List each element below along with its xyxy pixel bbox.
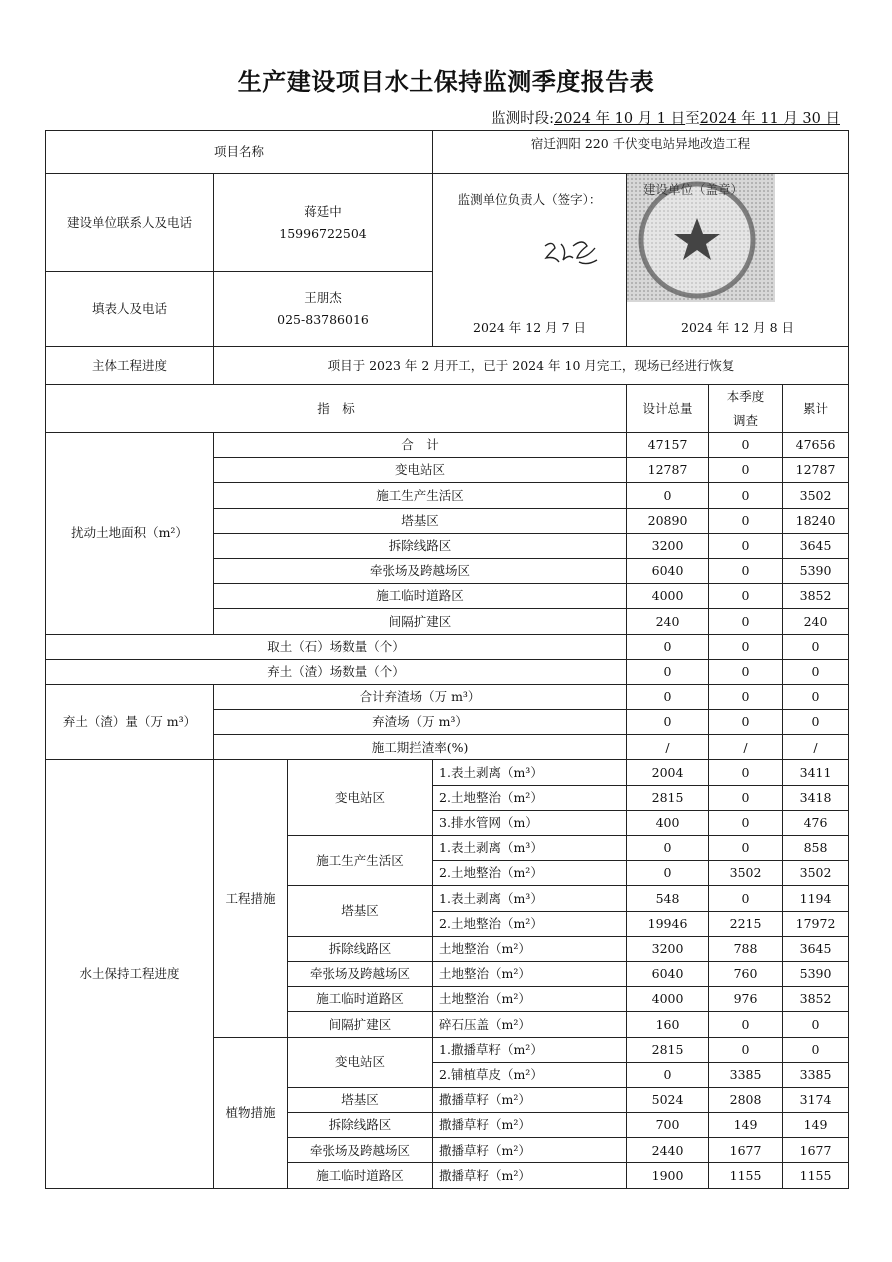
measure-item: 1.表土剥离（m³） — [433, 886, 627, 911]
quarter-value: 0 — [709, 634, 783, 659]
design-value: 0 — [627, 836, 709, 861]
measure-row — [46, 760, 849, 785]
progress-label: 主体工程进度 — [46, 347, 214, 385]
filler-phone: 025-83786016 — [277, 312, 369, 327]
measure-area: 施工生产生活区 — [288, 836, 433, 886]
design-value: 400 — [627, 810, 709, 835]
measure-item: 2.土地整治（m²） — [433, 785, 627, 810]
design-value: 12787 — [627, 458, 709, 483]
design-value: 1900 — [627, 1163, 709, 1188]
filler-name: 王朋杰 — [304, 290, 342, 306]
total-value: 3645 — [783, 936, 849, 961]
measure-item: 1.撒播草籽（m²） — [433, 1037, 627, 1062]
measure-item: 土地整治（m²） — [433, 936, 627, 961]
quarter-value: 0 — [709, 1012, 783, 1037]
contact-phone: 15996722504 — [279, 225, 367, 241]
total-value: 5390 — [783, 961, 849, 986]
quarter-value: 0 — [709, 785, 783, 810]
measure-item: 撒播草籽（m²） — [433, 1138, 627, 1163]
spoil-count-row-name: 弃土（渣）场数量（个） — [46, 659, 627, 684]
measure-area: 间隔扩建区 — [288, 1012, 433, 1037]
spoil-volume-item: 合计弃渣场（万 m³） — [214, 684, 627, 709]
quarter-value: 0 — [709, 659, 783, 684]
builder-seal-date: 2024 年 12 月 8 日 — [681, 320, 795, 336]
design-value: 0 — [627, 1062, 709, 1087]
total-value: 0 — [783, 710, 849, 735]
design-value: 6040 — [627, 558, 709, 583]
quarter-value: 0 — [709, 684, 783, 709]
design-value: 0 — [627, 710, 709, 735]
design-value: 240 — [627, 609, 709, 634]
spoil-volume-row — [46, 684, 849, 709]
total-value: 5390 — [783, 558, 849, 583]
total-value: 149 — [783, 1113, 849, 1138]
signature-mark — [543, 236, 603, 276]
contact-cell — [214, 174, 433, 272]
spoil-count-row — [46, 659, 849, 684]
quarter-value: 0 — [709, 433, 783, 458]
total-value: 1677 — [783, 1138, 849, 1163]
progress-row — [46, 347, 849, 385]
header-quarter-line2: 调查 — [733, 412, 759, 428]
project-label: 项目名称 — [46, 131, 433, 174]
measure-area: 塔基区 — [288, 886, 433, 936]
header-quarter — [709, 385, 783, 433]
monitor-sign-date: 2024 年 12 月 7 日 — [473, 320, 587, 336]
period-start: 2024 年 10 月 1 日 — [554, 111, 686, 127]
quarter-value: 0 — [709, 483, 783, 508]
total-value: 3645 — [783, 533, 849, 558]
design-value: / — [627, 735, 709, 760]
quarter-value: 0 — [709, 558, 783, 583]
quarter-value: 3502 — [709, 861, 783, 886]
measure-area: 变电站区 — [288, 1037, 433, 1087]
measure-area: 牵张场及跨越场区 — [288, 1138, 433, 1163]
measure-item: 撒播草籽（m²） — [433, 1113, 627, 1138]
measure-area: 拆除线路区 — [288, 1113, 433, 1138]
period-label: 监测时段: — [491, 111, 555, 127]
measure-item: 3.排水管网（m） — [433, 810, 627, 835]
measure-area: 变电站区 — [288, 760, 433, 836]
total-value: 18240 — [783, 508, 849, 533]
quarter-value: 149 — [709, 1113, 783, 1138]
disturb-area-name: 间隔扩建区 — [214, 609, 627, 634]
total-value: 1194 — [783, 886, 849, 911]
progress-value: 项目于 2023 年 2 月开工，已于 2024 年 10 月完工，现场已经进行恢复 — [214, 347, 849, 385]
quarter-value: / — [709, 735, 783, 760]
design-value: 2440 — [627, 1138, 709, 1163]
spoil-volume-label: 弃土（渣）量（万 m³） — [46, 684, 214, 760]
quarter-value: 2215 — [709, 911, 783, 936]
total-value: 1155 — [783, 1163, 849, 1188]
total-value: 0 — [783, 1037, 849, 1062]
page-title: 生产建设项目水土保持监测季度报告表 — [237, 68, 655, 96]
quarter-value: 3385 — [709, 1062, 783, 1087]
builder-seal-cell — [627, 174, 849, 347]
contact-label: 建设单位联系人及电话 — [46, 174, 214, 272]
contact-name: 蒋廷中 — [304, 203, 342, 219]
quarter-value: 788 — [709, 936, 783, 961]
disturb-area-name: 合 计 — [214, 433, 627, 458]
design-value: 3200 — [627, 936, 709, 961]
measure-item: 2.土地整治（m²） — [433, 911, 627, 936]
total-value: 3418 — [783, 785, 849, 810]
quarter-value: 0 — [709, 533, 783, 558]
quarter-value: 760 — [709, 961, 783, 986]
design-value: 548 — [627, 886, 709, 911]
design-value: 20890 — [627, 508, 709, 533]
total-value: 240 — [783, 609, 849, 634]
measure-item: 土地整治（m²） — [433, 987, 627, 1012]
quarter-value: 1677 — [709, 1138, 783, 1163]
measure-area: 施工临时道路区 — [288, 987, 433, 1012]
period-mid: 至 — [685, 111, 700, 127]
plant-measures-label: 植物措施 — [214, 1037, 288, 1188]
header-total: 累计 — [783, 385, 849, 433]
spoil-volume-item: 弃渣场（万 m³） — [214, 710, 627, 735]
total-value: 17972 — [783, 911, 849, 936]
measure-item: 撒播草籽（m²） — [433, 1163, 627, 1188]
quarter-value: 0 — [709, 810, 783, 835]
quarter-value: 2808 — [709, 1087, 783, 1112]
total-value: 12787 — [783, 458, 849, 483]
measure-item: 1.表土剥离（m³） — [433, 760, 627, 785]
disturb-area-name: 拆除线路区 — [214, 533, 627, 558]
quarter-value: 0 — [709, 458, 783, 483]
design-value: 4000 — [627, 987, 709, 1012]
total-value: 0 — [783, 1012, 849, 1037]
spoil-volume-item: 施工期拦渣率(%) — [214, 735, 627, 760]
design-value: 2815 — [627, 785, 709, 810]
measure-item: 土地整治（m²） — [433, 961, 627, 986]
total-value: / — [783, 735, 849, 760]
builder-seal-label: 建设单位（盖章） — [643, 182, 744, 197]
measure-item: 1.表土剥离（m³） — [433, 836, 627, 861]
measure-area: 拆除线路区 — [288, 936, 433, 961]
design-value: 0 — [627, 483, 709, 508]
total-value: 476 — [783, 810, 849, 835]
total-value: 3502 — [783, 861, 849, 886]
quarter-value: 0 — [709, 710, 783, 735]
measure-item: 撒播草籽（m²） — [433, 1087, 627, 1112]
total-value: 47656 — [783, 433, 849, 458]
measure-area: 塔基区 — [288, 1087, 433, 1112]
filler-cell — [214, 272, 433, 347]
design-value: 3200 — [627, 533, 709, 558]
disturb-area-name: 施工临时道路区 — [214, 584, 627, 609]
quarter-value: 0 — [709, 886, 783, 911]
disturb-label: 扰动土地面积（m²） — [46, 433, 214, 635]
total-value: 3852 — [783, 987, 849, 1012]
quarter-value: 976 — [709, 987, 783, 1012]
project-name: 宿迁泗阳 220 千伏变电站异地改造工程 — [433, 131, 849, 174]
header-indicator: 指 标 — [46, 385, 627, 433]
measure-item: 2.土地整治（m²） — [433, 861, 627, 886]
total-value: 0 — [783, 659, 849, 684]
total-value: 858 — [783, 836, 849, 861]
design-value: 2815 — [627, 1037, 709, 1062]
design-value: 19946 — [627, 911, 709, 936]
period-end: 2024 年 11 月 30 日 — [699, 111, 840, 127]
total-value: 0 — [783, 684, 849, 709]
total-value: 3502 — [783, 483, 849, 508]
borrow-row — [46, 634, 849, 659]
design-value: 6040 — [627, 961, 709, 986]
engineering-measures-label: 工程措施 — [214, 760, 288, 1037]
design-value: 4000 — [627, 584, 709, 609]
quarter-value: 0 — [709, 760, 783, 785]
design-value: 5024 — [627, 1087, 709, 1112]
total-value: 0 — [783, 634, 849, 659]
design-value: 47157 — [627, 433, 709, 458]
borrow-row-name: 取土（石）场数量（个） — [46, 634, 627, 659]
quarter-value: 0 — [709, 508, 783, 533]
total-value: 3385 — [783, 1062, 849, 1087]
total-value: 3411 — [783, 760, 849, 785]
contact-row — [46, 174, 849, 272]
project-row — [46, 131, 849, 174]
measure-area: 牵张场及跨越场区 — [288, 961, 433, 986]
disturb-area-name: 施工生产生活区 — [214, 483, 627, 508]
quarter-value: 0 — [709, 609, 783, 634]
monitor-sign-label: 监测单位负责人（签字）： — [457, 192, 602, 207]
disturb-area-name: 变电站区 — [214, 458, 627, 483]
quarter-value: 1155 — [709, 1163, 783, 1188]
measure-item: 2.铺植草皮（m²） — [433, 1062, 627, 1087]
header-row — [46, 385, 849, 433]
report-table — [45, 130, 849, 1189]
design-value: 0 — [627, 861, 709, 886]
quarter-value: 0 — [709, 836, 783, 861]
measure-item: 碎石压盖（m²） — [433, 1012, 627, 1037]
design-value: 0 — [627, 634, 709, 659]
design-value: 700 — [627, 1113, 709, 1138]
quarter-value: 0 — [709, 1037, 783, 1062]
disturb-area-name: 牵张场及跨越场区 — [214, 558, 627, 583]
monitor-sign-cell — [433, 174, 627, 347]
total-value: 3174 — [783, 1087, 849, 1112]
design-value: 2004 — [627, 760, 709, 785]
disturb-area-name: 塔基区 — [214, 508, 627, 533]
design-value: 160 — [627, 1012, 709, 1037]
quarter-value: 0 — [709, 584, 783, 609]
total-value: 3852 — [783, 584, 849, 609]
design-value: 0 — [627, 659, 709, 684]
monitoring-period — [491, 107, 840, 128]
measures-label: 水土保持工程进度 — [46, 760, 214, 1188]
header-quarter-line1: 本季度 — [726, 388, 765, 404]
filler-label: 填表人及电话 — [46, 272, 214, 347]
design-value: 0 — [627, 684, 709, 709]
measure-area: 施工临时道路区 — [288, 1163, 433, 1188]
header-design: 设计总量 — [627, 385, 709, 433]
disturb-row — [46, 433, 849, 458]
